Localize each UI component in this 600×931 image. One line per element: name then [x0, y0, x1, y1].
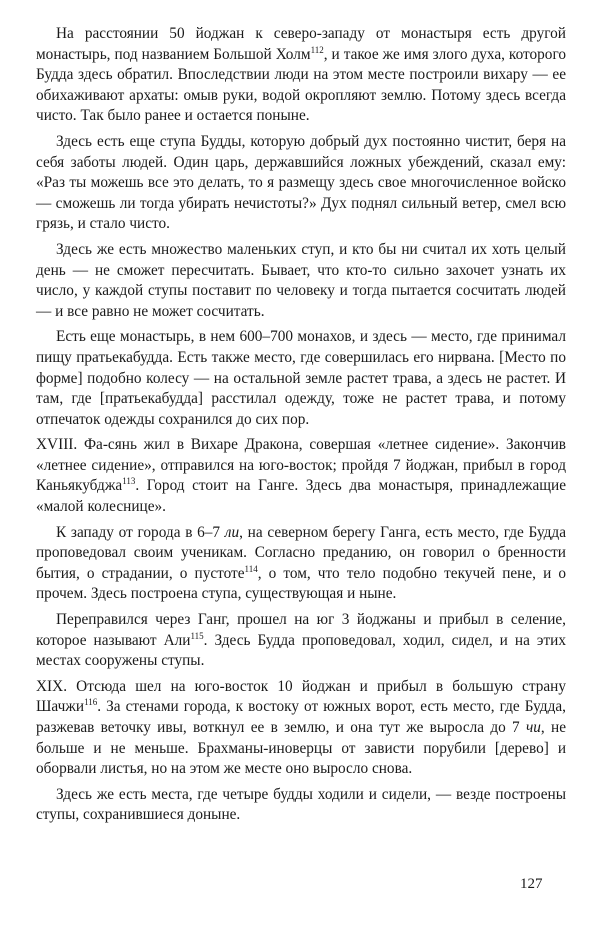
- paragraph-p4: [36, 327, 566, 430]
- text-run: , на северном берегу Ганга, есть место, где Будда проповедовал своим ученикам. Согласно преданию, он говорил о бренности бытия, о страдании, о пустоте: [36, 523, 566, 582]
- text-run: К западу от города в 6–7: [56, 523, 225, 541]
- text-run: . Город стоит на Ганге. Здесь два монастыря, принадлежащие «малой колеснице».: [36, 477, 566, 516]
- text-run: На расстоянии 50 йоджан к северо-западу от монастыря есть другой монастырь, под названием Большой Холм: [36, 25, 566, 63]
- footnote-ref: 116: [84, 697, 98, 708]
- text-run: Есть еще монастырь, в нем 600–700 монахов, и здесь — место, где принимал пищу пратьекабудда. Есть также место, где совершилась его нирвана. [Место по форме] подобно колесу — на остальной земле растет трава, а здесь не растет. И там, где [пратьекабудда] расстилал одежду, тоже не растет трава, и потому отпечаток одежды сохранился до сих пор.: [36, 328, 566, 428]
- paragraph-p6: [36, 523, 566, 605]
- text-run: XIX. Отсюда шел на юго-восток 10 йоджан и прибыл в большую страну Шачжи: [36, 677, 566, 716]
- text-run: Здесь же есть множество маленьких ступ, и кто бы ни считал их хоть целый день — не сможет пересчитать. Бывает, что кто-то сильно захочет узнать их число, у каждой ступы поставит по человеку и тогда пытается сосчитать людей — и все равно не может сосчитать.: [36, 240, 566, 320]
- text-run: XVIII. Фа-сянь жил в Вихаре Дракона, совершая «летнее сидение». Закончив «летнее сидение», отправился на юго-восток; пройдя 7 йоджан, прибыл в город Каньякубджа: [36, 436, 566, 495]
- footnote-ref: 115: [190, 630, 204, 641]
- paragraph-p2: [36, 132, 566, 235]
- paragraph-p7: [36, 610, 566, 672]
- text-run: Переправился через Ганг, прошел на юг 3 йоджаны и прибыл в селение, которое называют Али: [36, 611, 566, 649]
- paragraph-p1: [36, 24, 566, 127]
- text-run: . Здесь Будда проповедовал, ходил, сидел, и на этих местах сооружены ступы.: [36, 631, 566, 670]
- footnote-ref: 113: [122, 476, 136, 487]
- footnote-ref: 112: [310, 44, 324, 55]
- page-number: 127: [520, 876, 543, 892]
- paragraph-p8: [36, 677, 566, 780]
- text-run: Здесь же есть места, где четыре будды ходили и сидели, — везде построены ступы, сохранившиеся доныне.: [36, 785, 566, 824]
- footnote-ref: 114: [244, 563, 258, 574]
- text-run: . За стенами города, к востоку от южных ворот, есть место, где Будда, разжевав веточку ивы, воткнул ее в землю, и она тут же выросла до 7: [36, 698, 566, 736]
- text-run: Здесь есть еще ступа Будды, которую добрый дух постоянно чистит, беря на себя заботы людей. Один царь, державшийся ложных убеждений, сказал ему: «Раз ты можешь все это делать, то я размещу здесь свое многочисленное войско — сможешь ли тогда убирать нечистоты?» Дух поднял сильный ветер, смел всю грязь, и стало чисто.: [36, 132, 566, 233]
- page-text: [36, 24, 566, 831]
- italic-term: ли: [224, 523, 240, 541]
- italic-term: чи: [525, 719, 541, 736]
- paragraph-p9: [36, 785, 566, 826]
- text-run: , не больше и не меньше. Брахманы-иноверцы от зависти порубили [дерево] и оборвали листья, но на этом же месте оно выросло снова.: [36, 719, 567, 778]
- paragraph-p5: [36, 435, 566, 517]
- text-run: , и такое же имя злого духа, которого Будда здесь обратил. Впоследствии люди на этом месте построили вихару — ее обихаживают архаты: омыв руки, водой окропляют землю. Потому здесь всегда чисто. Так было ранее и остается поныне.: [36, 45, 566, 125]
- paragraph-p3: [36, 240, 566, 322]
- text-run: , о том, что тело подобно текучей пене, и о прочем. Здесь построена ступа, существующая и ныне.: [36, 564, 566, 603]
